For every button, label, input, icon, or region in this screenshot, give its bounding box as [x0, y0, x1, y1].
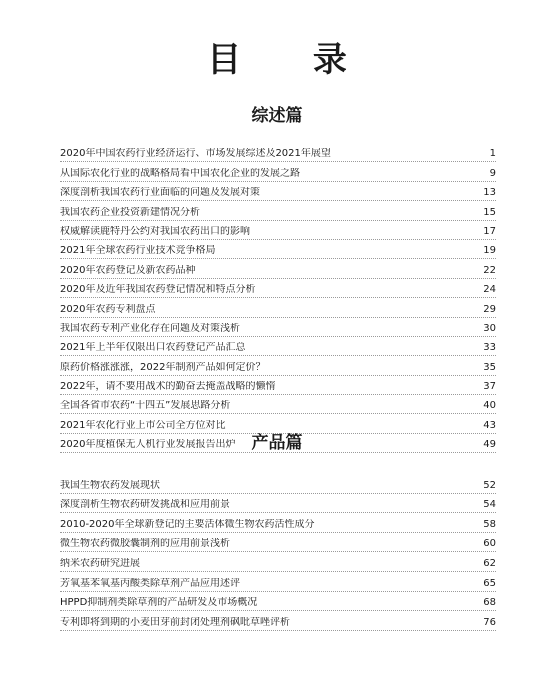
toc-entry-title: 专利即将到期的小麦田芽前封闭处理剂砜吡草唑评析 — [60, 616, 290, 628]
toc-entry-title: 深度剖析生物农药研发挑战和应用前景 — [60, 499, 230, 511]
toc-entry-title: 纳米农药研究进展 — [60, 557, 140, 569]
toc-entry-title: 我国农药专利产业化存在问题及对策浅析 — [60, 322, 240, 334]
toc-entry-page: 19 — [483, 245, 496, 257]
toc-entry[interactable] — [60, 513, 496, 533]
toc-entry[interactable] — [60, 414, 496, 433]
toc-entry-title: 微生物农药微胶囊制剂的应用前景浅析 — [60, 538, 230, 550]
toc-entry-title: 从国际农化行业的战略格局看中国农化企业的发展之路 — [60, 167, 300, 179]
toc-entry[interactable] — [60, 162, 496, 181]
toc-entry[interactable] — [60, 143, 496, 162]
toc-entry-page: 62 — [483, 557, 496, 569]
page-title: 目 录 — [207, 40, 377, 80]
toc-entry-page: 49 — [483, 439, 496, 451]
toc-entry[interactable] — [60, 240, 496, 259]
toc-entry[interactable] — [60, 552, 496, 572]
toc-entry-page: 33 — [483, 342, 496, 354]
toc-entry[interactable] — [60, 533, 496, 553]
toc-entry-page: 43 — [483, 419, 496, 431]
toc-entry-title: 2020年农药专利盘点 — [60, 303, 156, 315]
section-heading-products: 产品篇 — [251, 433, 303, 453]
toc-entry-page: 60 — [483, 538, 496, 550]
toc-entry[interactable] — [60, 592, 496, 612]
toc-entry-page: 58 — [483, 518, 496, 530]
toc-entry-page: 13 — [483, 187, 496, 199]
toc-entry-title: 原药价格涨涨涨，2022年制剂产品如何定价？ — [60, 361, 266, 373]
toc-entry-title: 2020年度植保无人机行业发展报告出炉 — [60, 439, 236, 451]
toc-entry-page: 35 — [483, 361, 496, 373]
toc-entry[interactable] — [60, 221, 496, 240]
toc-entry-page: 15 — [483, 206, 496, 218]
toc-entry-page: 17 — [483, 225, 496, 237]
toc-entry[interactable] — [60, 279, 496, 298]
toc-entry[interactable] — [60, 395, 496, 414]
toc-entry-title: 芳氧基苯氧基丙酸类除草剂产品应用述评 — [60, 577, 240, 589]
toc-entry-title: HPPD抑制剂类除草剂的产品研发及市场概况 — [60, 597, 258, 609]
toc-entry-title: 全国各省市农药“十四五”发展思路分析 — [60, 400, 231, 412]
toc-list-products — [60, 474, 496, 631]
toc-entry-title: 2020年中国农药行业经济运行、市场发展综述及2021年展望 — [60, 148, 331, 160]
section-heading-overview: 综述篇 — [251, 106, 303, 126]
toc-entry-page: 24 — [483, 284, 496, 296]
toc-entry-title: 2021年全球农药行业技术竞争格局 — [60, 245, 216, 257]
toc-entry[interactable] — [60, 182, 496, 201]
toc-entry-title: 2021年农化行业上市公司全方位对比 — [60, 419, 226, 431]
toc-entry-title: 我国生物农药发展现状 — [60, 479, 160, 491]
toc-entry-page: 54 — [483, 499, 496, 511]
toc-entry-title: 2021年上半年仅限出口农药登记产品汇总 — [60, 342, 246, 354]
toc-entry-page: 76 — [483, 616, 496, 628]
toc-entry-page: 30 — [483, 322, 496, 334]
toc-entry-page: 65 — [483, 577, 496, 589]
toc-entry[interactable] — [60, 572, 496, 592]
toc-entry[interactable] — [60, 298, 496, 317]
toc-entry-title: 深度剖析我国农药行业面临的问题及发展对策 — [60, 187, 260, 199]
toc-entry-page: 52 — [483, 479, 496, 491]
toc-entry-page: 9 — [489, 167, 496, 179]
toc-entry[interactable] — [60, 474, 496, 494]
toc-entry[interactable] — [60, 356, 496, 375]
toc-entry[interactable] — [60, 201, 496, 220]
toc-entry-page: 22 — [483, 264, 496, 276]
toc-entry-title: 2022年，请不要用战术的勤奋去掩盖战略的懒惰 — [60, 381, 276, 393]
toc-entry[interactable] — [60, 337, 496, 356]
toc-entry-page: 1 — [489, 148, 496, 160]
toc-entry-page: 29 — [483, 303, 496, 315]
toc-entry-title: 2020年农药登记及新农药品种 — [60, 264, 196, 276]
toc-entry-page: 68 — [483, 597, 496, 609]
toc-entry-title: 2010-2020年全球新登记的主要活体微生物农药活性成分 — [60, 518, 315, 530]
toc-entry-page: 40 — [483, 400, 496, 412]
toc-entry[interactable] — [60, 318, 496, 337]
toc-entry-title: 权威解读鹿特丹公约对我国农药出口的影响 — [60, 225, 250, 237]
toc-entry[interactable] — [60, 376, 496, 395]
toc-entry[interactable] — [60, 494, 496, 514]
toc-entry[interactable] — [60, 259, 496, 278]
toc-entry-title: 2020年及近年我国农药登记情况和特点分析 — [60, 284, 256, 296]
toc-list-overview — [60, 143, 496, 453]
toc-entry[interactable] — [60, 611, 496, 631]
toc-entry-page: 37 — [483, 381, 496, 393]
toc-entry-title: 我国农药企业投资新建情况分析 — [60, 206, 200, 218]
